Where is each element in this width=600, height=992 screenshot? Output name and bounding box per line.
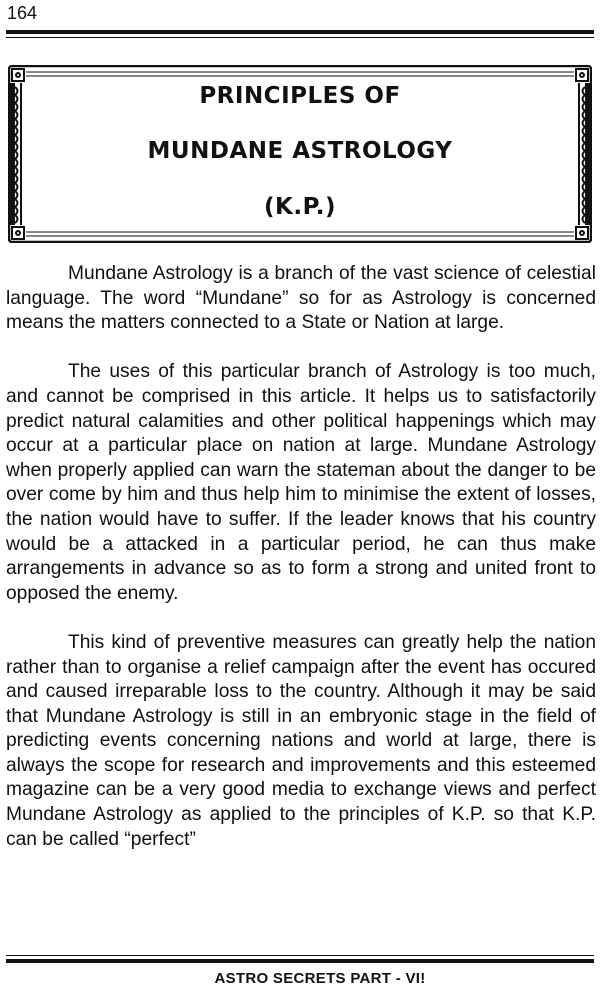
- header-rule-thin: [6, 37, 594, 38]
- page-number: 164: [7, 3, 38, 23]
- paragraph-2: The uses of this particular branch of Astrology is too much, and cannot be comprised in this article. It helps us to satisfactorily predict natural calamities and other political happenings which may occur at a particular place on nation at large. Mundane Astrology when properly applied can warn the stateman about the danger to be over come by him and thus help him to minimise the extent of losses, the nation would have to suffer. If the leader knows that his country would be a attacked in a particular period, he can thus make arrangements in advance so as to form a strong and united front to opposed the enemy.: [6, 361, 596, 604]
- article-body: [6, 262, 596, 852]
- title-line-2: MUNDANE ASTROLOGY: [147, 138, 453, 164]
- title-box: [8, 65, 592, 243]
- paragraph-3: This kind of preventive measures can greatly help the nation rather than to organise a relief campaign after the event has occured and caused irreparable loss to the country. Although it may be said that Mundane Astrology is still in an embryonic stage in the field of predicting events concerning nations and world at large, there is always the scope for research and improvements and this esteemed magazine can be a very good media to exchange views and perfect Mundane Astrology as applied to the principles of K.P. so that K.P. can be called “perfect”: [6, 631, 596, 850]
- paragraph-1: Mundane Astrology is a branch of the vast science of celestial language. The word “Mundane” so for as Astrology is concerned means the matters connected to a State or Nation at large.: [6, 263, 596, 334]
- title-line-1: PRINCIPLES OF: [199, 83, 401, 109]
- footer-rule-thin: [6, 955, 594, 956]
- footer-rule-thick: [6, 959, 594, 963]
- title-line-3: (K.P.): [264, 194, 336, 220]
- header-rule-thick: [6, 30, 594, 34]
- running-footer: ASTRO SECRETS PART - VI!: [214, 970, 426, 987]
